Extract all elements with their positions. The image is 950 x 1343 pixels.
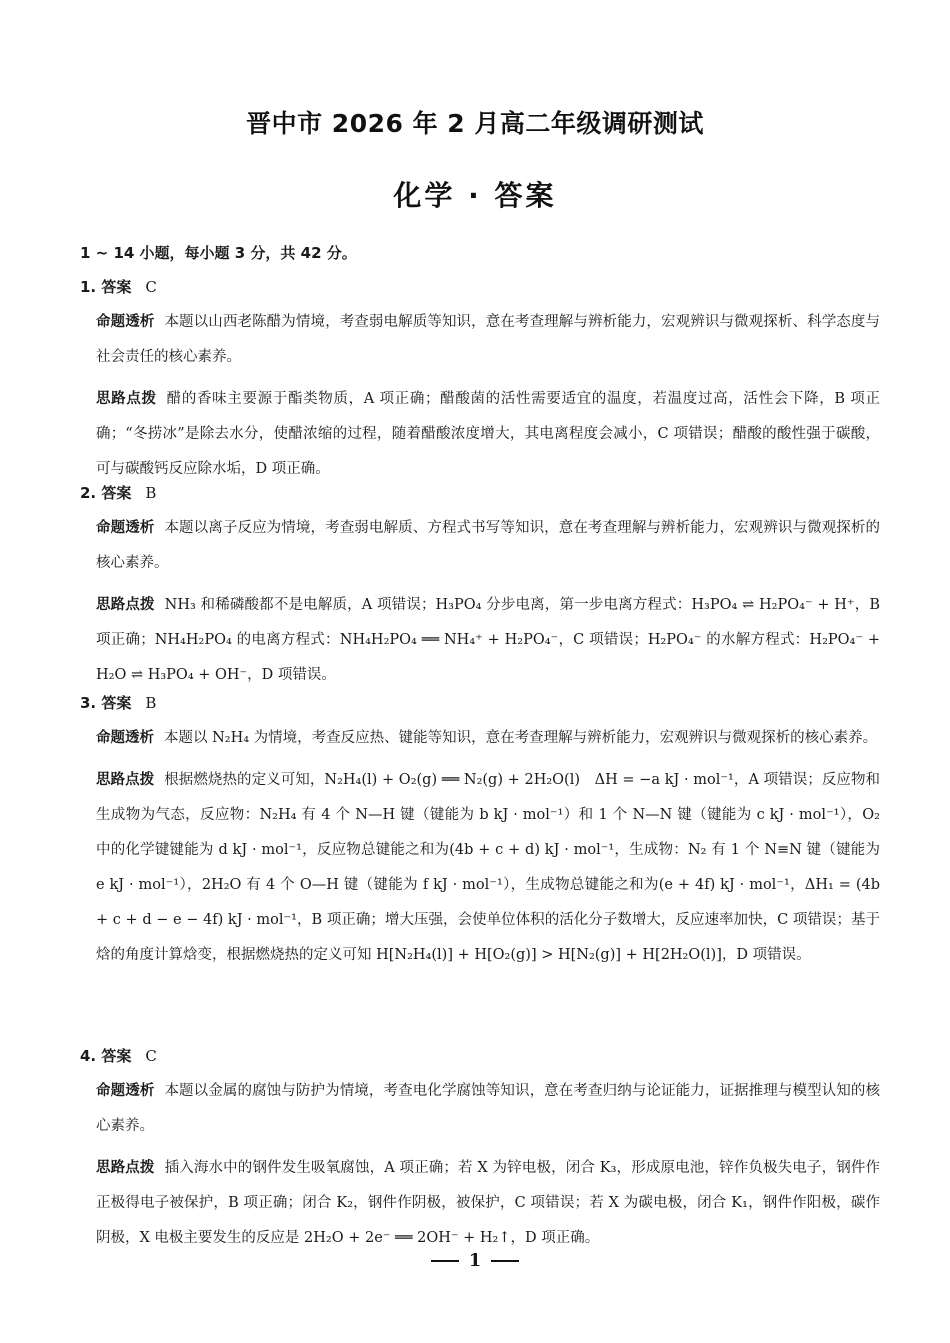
footer-dash-left	[431, 1260, 459, 1262]
answer-number: 3. 答案	[80, 694, 132, 712]
analysis-text: 本题以金属的腐蚀与防护为情境，考查电化学腐蚀等知识，意在考查归纳与论证能力，证据推理与模型认知的核心素养。	[96, 1083, 881, 1134]
answer-line	[80, 1045, 880, 1067]
analysis-label: 命题透析	[96, 1083, 155, 1099]
analysis-paragraph	[96, 511, 880, 581]
answer-number: 2. 答案	[80, 484, 132, 502]
analysis-label: 命题透析	[96, 520, 155, 536]
answer-option: C	[145, 278, 157, 296]
hint-text: 插入海水中的钢件发生吸氧腐蚀，A 项正确；若 X 为锌电极，闭合 K₃，形成原电池，锌作负极失电子，钢件作正极得电子被保护，B 项正确；闭合 K₂，钢件作阴极，被保护，C 项错误；若 X 为碳电极，闭合 K₁，钢件作阳极，碳作阴极，X 电极主要发生的反应是 2H₂O + 2e⁻ ══ 2OH⁻ + H₂↑，D 项正确。	[96, 1160, 880, 1246]
section-intro: 1 ~ 14 小题，每小题 3 分，共 42 分。	[80, 244, 357, 262]
hint-text: 根据燃烧热的定义可知，N₂H₄(l) + O₂(g) ══ N₂(g) + 2H₂O(l) ΔH = −a kJ · mol⁻¹，A 项错误；反应物和生成物为气态，反应物：N₂H₄ 有 4 个 N—H 键（键能为 b kJ · mol⁻¹）和 1 个 N—N 键（键能为 c kJ · mol⁻¹），O₂ 中的化学键键能为 d kJ · mol⁻¹，反应物总键能之和为(4b + c + d) kJ · mol⁻¹，生成物：N₂ 有 1 个 N≡N 键（键能为 e kJ · mol⁻¹），2H₂O 有 4 个 O—H 键（键能为 f kJ · mol⁻¹），生成物总键能之和为(e + 4f) kJ · mol⁻¹，ΔH₁ = (4b + c + d − e − 4f) kJ · mol⁻¹，B 项正确；增大压强，会使单位体积的活化分子数增大，反应速率加快，C 项错误；基于焓的角度计算焓变，根据燃烧热的定义可知 H[N₂H₄(l)] + H[O₂(g)] > H[N₂(g)] + H[2H₂O(l)]，D 项错误。	[96, 772, 881, 963]
answer-line	[80, 276, 880, 298]
answer-number: 1. 答案	[80, 278, 132, 296]
footer-dash-right	[491, 1260, 519, 1262]
hint-label: 思路点拨	[96, 772, 155, 788]
hint-text: 醋的香味主要源于酯类物质，A 项正确；醋酸菌的活性需要适宜的温度，若温度过高，活性会下降，B 项正确；“冬捞冰”是除去水分，使醋浓缩的过程，随着醋酸浓度增大，其电离程度会减小，C 项错误；醋酸的酸性强于碳酸，可与碳酸钙反应除水垢，D 项正确。	[96, 391, 881, 477]
analysis-label: 命题透析	[96, 730, 154, 746]
hint-label: 思路点拨	[96, 1160, 155, 1176]
page-footer	[0, 1250, 950, 1271]
page-number: 1	[468, 1250, 482, 1271]
hint-label: 思路点拨	[96, 597, 155, 613]
answer-number: 4. 答案	[80, 1047, 132, 1065]
question-3	[80, 692, 880, 973]
hint-paragraph	[96, 588, 880, 693]
analysis-paragraph	[96, 305, 880, 375]
answer-option: B	[145, 484, 157, 502]
question-2	[80, 482, 880, 693]
analysis-text: 本题以离子反应为情境，考查弱电解质、方程式书写等知识，意在考查理解与辨析能力，宏观辨识与微观探析的核心素养。	[96, 520, 881, 571]
question-1	[80, 276, 880, 487]
analysis-label: 命题透析	[96, 314, 155, 330]
hint-text: NH₃ 和稀磷酸都不是电解质，A 项错误；H₃PO₄ 分步电离，第一步电离方程式：H₃PO₄ ⇌ H₂PO₄⁻ + H⁺，B 项正确；NH₄H₂PO₄ 的电离方程式：NH₄H₂PO₄ ══ NH₄⁺ + H₂PO₄⁻，C 项错误；H₂PO₄⁻ 的水解方程式：H₂PO₄⁻ + H₂O ⇌ H₃PO₄ + OH⁻，D 项错误。	[96, 597, 881, 683]
analysis-paragraph	[96, 721, 880, 756]
analysis-text: 本题以山西老陈醋为情境，考查弱电解质等知识，意在考查理解与辨析能力，宏观辨识与微观探析、科学态度与社会责任的核心素养。	[96, 314, 881, 365]
document-title: 晋中市 2026 年 2 月高二年级调研测试	[246, 109, 704, 138]
answer-option: B	[145, 694, 157, 712]
document-subtitle: 化学 · 答案	[393, 179, 557, 212]
hint-label: 思路点拨	[96, 391, 157, 407]
answer-line	[80, 482, 880, 504]
analysis-paragraph	[96, 1074, 880, 1144]
hint-paragraph	[96, 763, 880, 973]
question-4	[80, 1045, 880, 1256]
hint-paragraph	[96, 1151, 880, 1256]
hint-paragraph	[96, 382, 880, 487]
analysis-text: 本题以 N₂H₄ 为情境，考查反应热、键能等知识，意在考查理解与辨析能力，宏观辨识与微观探析的核心素养。	[164, 730, 878, 746]
answer-line	[80, 692, 880, 714]
answer-option: C	[145, 1047, 157, 1065]
